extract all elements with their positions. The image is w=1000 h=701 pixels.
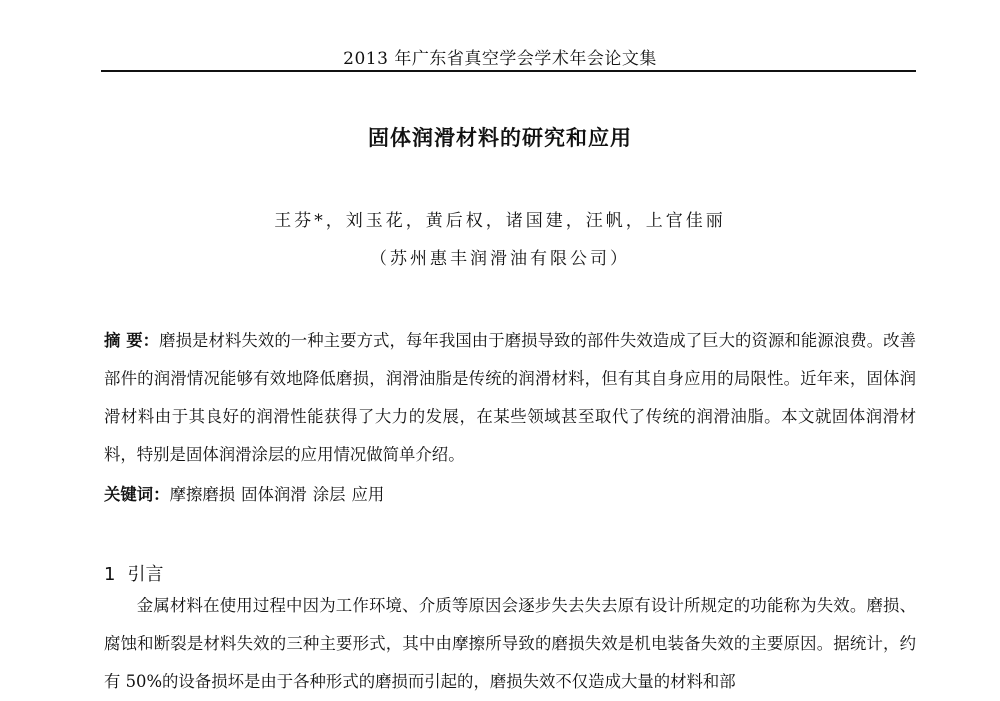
section-heading: [104, 560, 163, 586]
body-paragraph: 金属材料在使用过程中因为工作环境、介质等原因会逐步失去失去原有设计所规定的功能称为失效。磨损、腐蚀和断裂是材料失效的三种主要形式，其中由摩擦所导致的磨损失效是机电装备失效的主要原因。据统计，约有 50%的设备损坏是由于各种形式的磨损而引起的，磨损失效不仅造成大量的材料和部: [104, 596, 916, 691]
abstract-text: 磨损是材料失效的一种主要方式，每年我国由于磨损导致的部件失效造成了巨大的资源和能源浪费。改善部件的润滑情况能够有效地降低磨损，润滑油脂是传统的润滑材料，但有其自身应用的局限性。近年来，固体润滑材料由于其良好的润滑性能获得了大力的发展，在某些领域甚至取代了传统的润滑油脂。本文就固体润滑材料，特别是固体润滑涂层的应用情况做简单介绍。: [104, 331, 916, 464]
keywords-label: 关键词：: [104, 485, 170, 504]
running-header: 2013 年广东省真空学会学术年会论文集: [343, 49, 657, 69]
section-title: 引言: [127, 564, 164, 585]
section-number: 1: [104, 564, 116, 585]
abstract: [104, 322, 916, 474]
keyword: 涂层: [312, 485, 346, 504]
abstract-label: 摘 要：: [104, 331, 160, 350]
affiliation: （苏州惠丰润滑油有限公司）: [370, 249, 630, 269]
header-rule: [101, 70, 916, 72]
paper-title: 固体润滑材料的研究和应用: [368, 126, 632, 150]
keyword: 应用: [351, 485, 385, 504]
keyword: 摩擦磨损: [169, 485, 236, 504]
author-list: 王芬*，刘玉花，黄后权，诸国建，汪帆，上官佳丽: [274, 211, 726, 231]
keywords: [104, 476, 916, 514]
keyword: 固体润滑: [241, 485, 307, 504]
